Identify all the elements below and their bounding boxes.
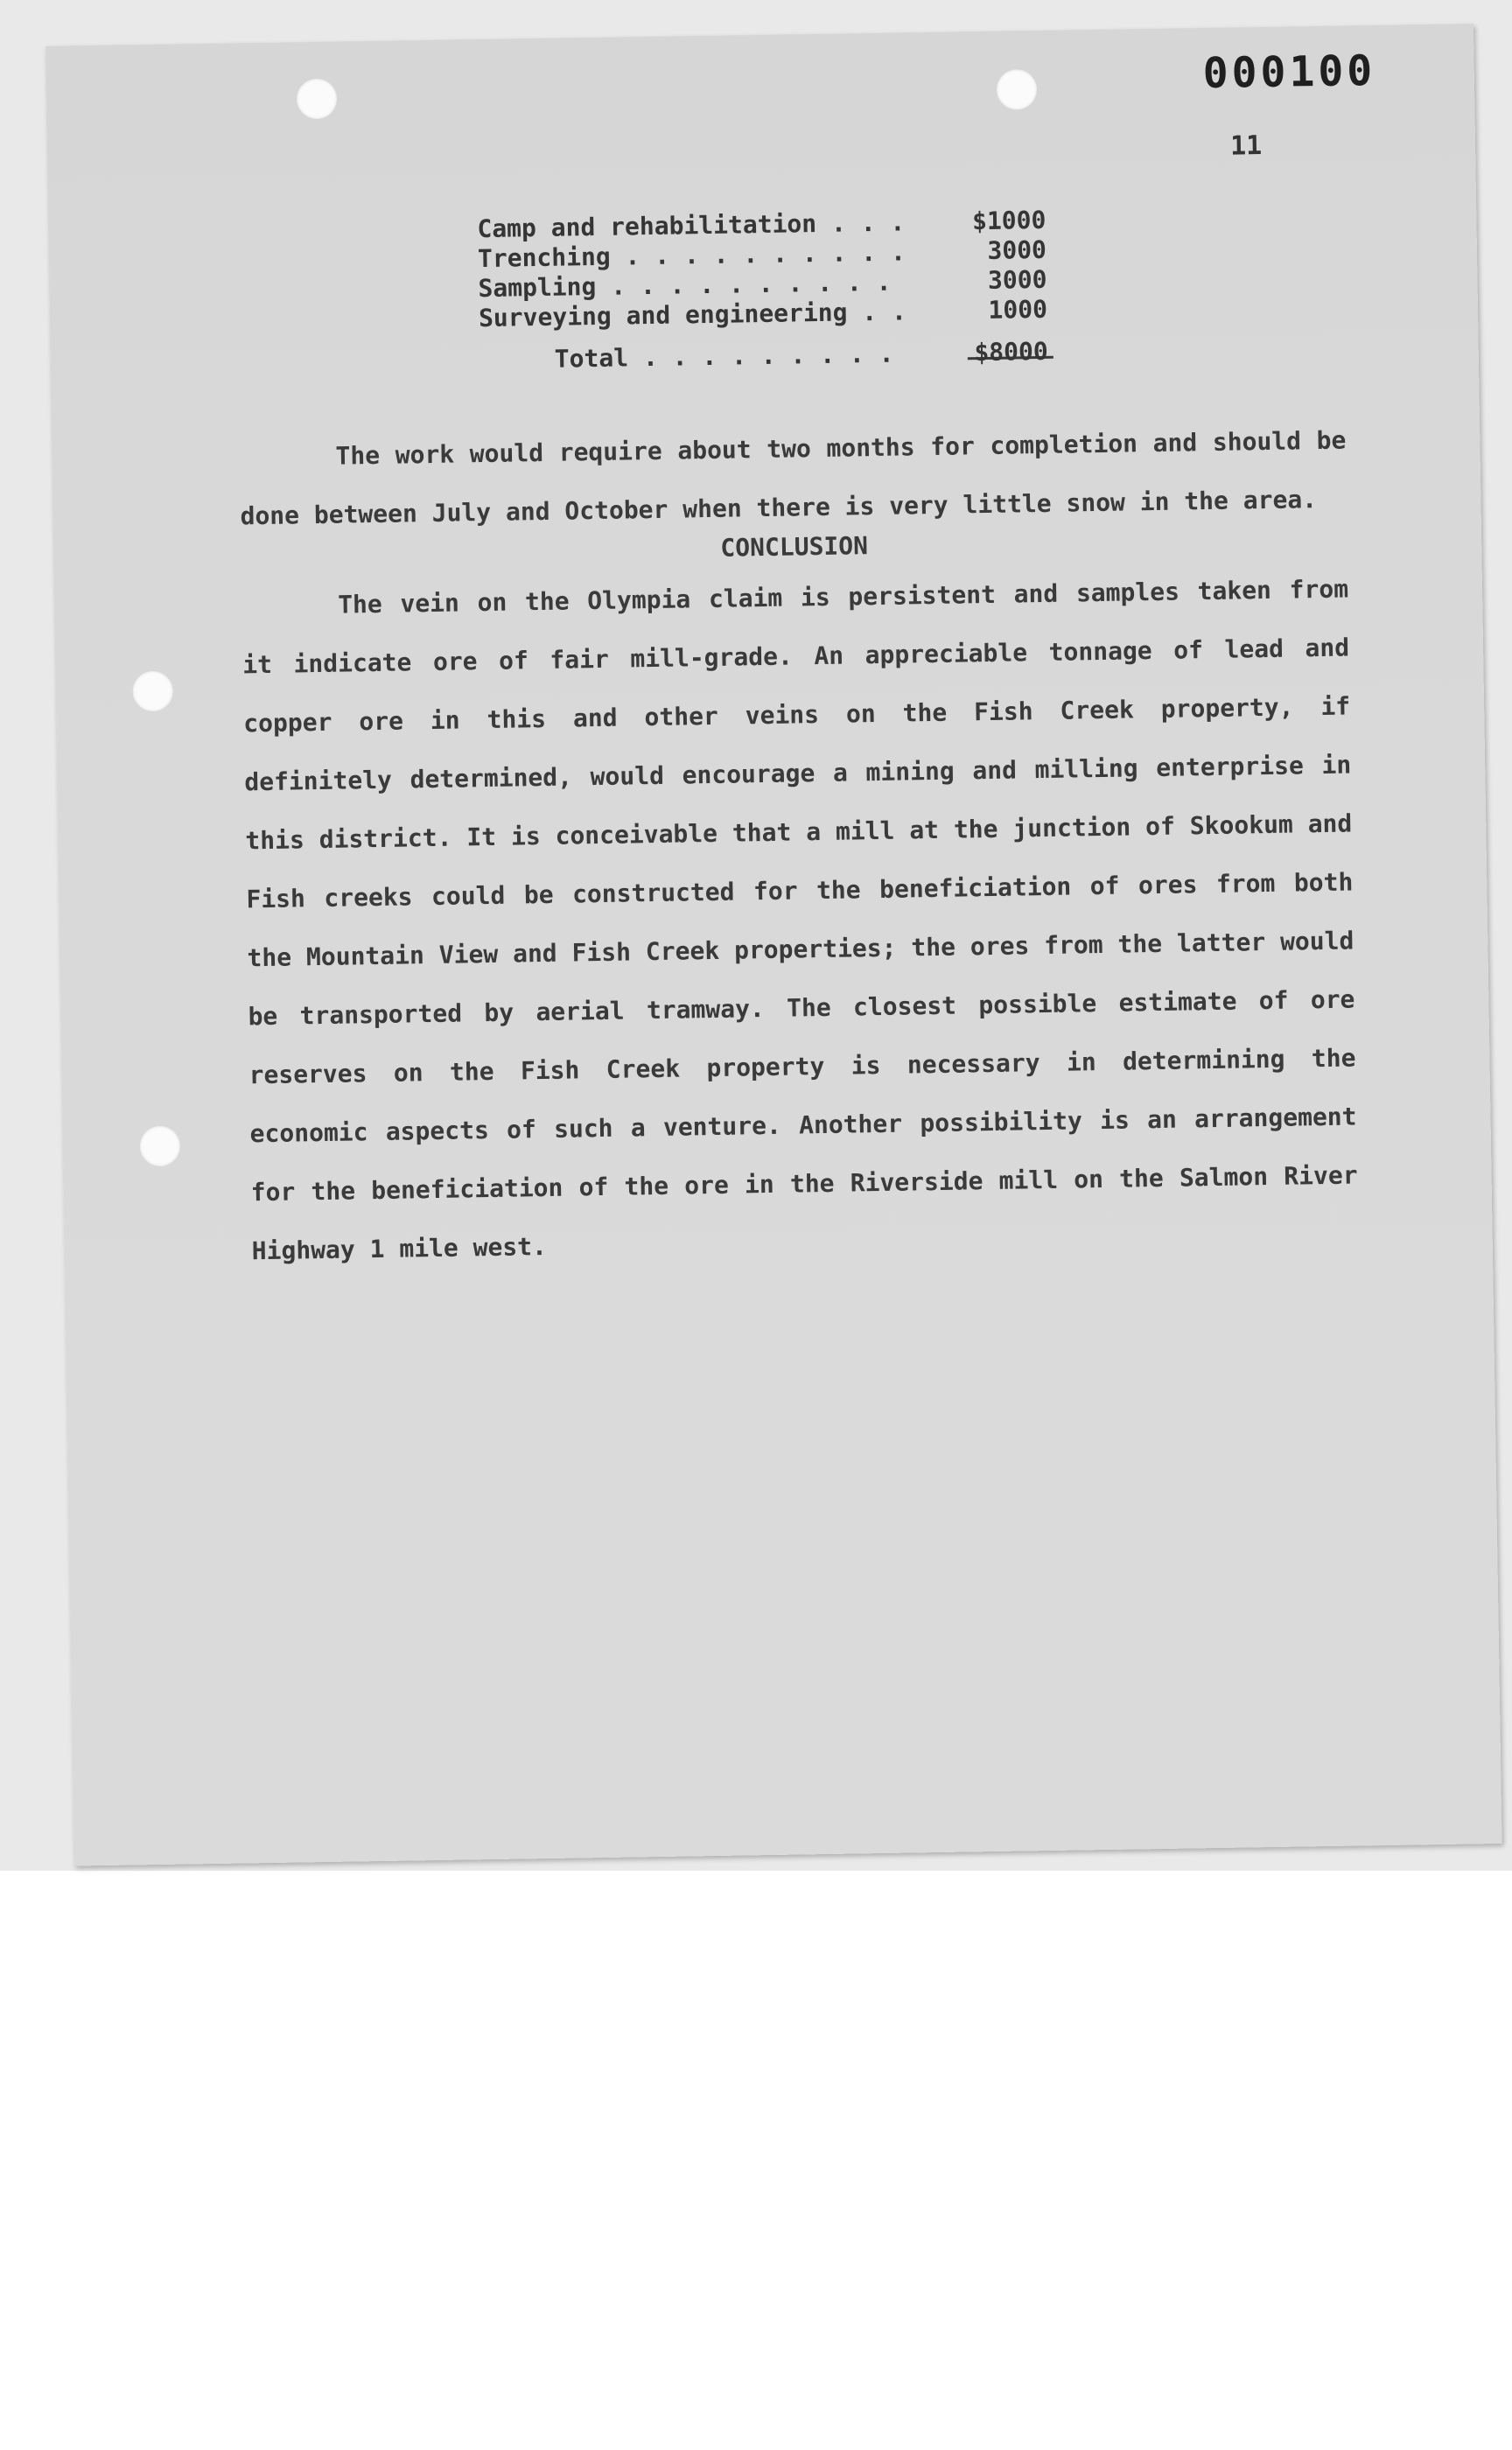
paragraph-work-schedule: The work would require about two months for completion and should be done between July and October when there is very little snow in the area. bbox=[240, 425, 1347, 531]
punch-hole-middle-left bbox=[132, 671, 173, 712]
budget-item-label: Sampling . . . . . . . . . . bbox=[478, 267, 892, 304]
page-number: 11 bbox=[1229, 130, 1263, 162]
budget-item-amount: 1000 bbox=[988, 294, 1048, 325]
budget-total-amount: $8000 bbox=[974, 336, 1048, 368]
budget-item-amount: 3000 bbox=[987, 264, 1047, 295]
budget-item-label: Trenching . . . . . . . . . . bbox=[477, 237, 906, 274]
punch-hole-top-left bbox=[297, 79, 338, 120]
punch-hole-top-right bbox=[997, 69, 1038, 110]
body-text bbox=[239, 411, 1359, 1281]
budget-item-label: Surveying and engineering . . bbox=[478, 297, 907, 333]
budget-item-label: Camp and rehabilitation . . . bbox=[477, 207, 906, 244]
budget-total-label: Total . . . . . . . . . bbox=[554, 339, 894, 374]
budget-table bbox=[477, 206, 1048, 375]
section-heading-conclusion: CONCLUSION bbox=[720, 531, 869, 563]
budget-item-amount: $1000 bbox=[971, 205, 1046, 236]
document-page bbox=[46, 24, 1502, 1866]
paragraph-conclusion: The vein on the Olympia claim is persistent and samples taken from it indicate ore of fair mill-grade. An appreciable tonnage of lead and copper ore in this and other veins on the Fish Creek property, if definitely determined, would encourage a mining and milling enterprise in this district. It is conceivable that a mill at the junction of Skookum and Fish creeks could be constructed for the beneficiation of ores from both the Mountain View and Fish Creek properties; the ores from the latter would be transported by aerial tramway. The closest possible estimate of ore reserves on the Fish Creek property is necessary in determining the economic aspects of such a venture. Another possibility is an arrangement for the beneficiation of the ore in the Riverside mill on the Salmon River Highway 1 mile west. bbox=[242, 574, 1358, 1266]
document-stamp-number: 000100 bbox=[1202, 46, 1376, 99]
punch-hole-lower-left bbox=[140, 1126, 181, 1167]
budget-total-row bbox=[480, 337, 1048, 375]
budget-item-amount: 3000 bbox=[987, 234, 1047, 265]
